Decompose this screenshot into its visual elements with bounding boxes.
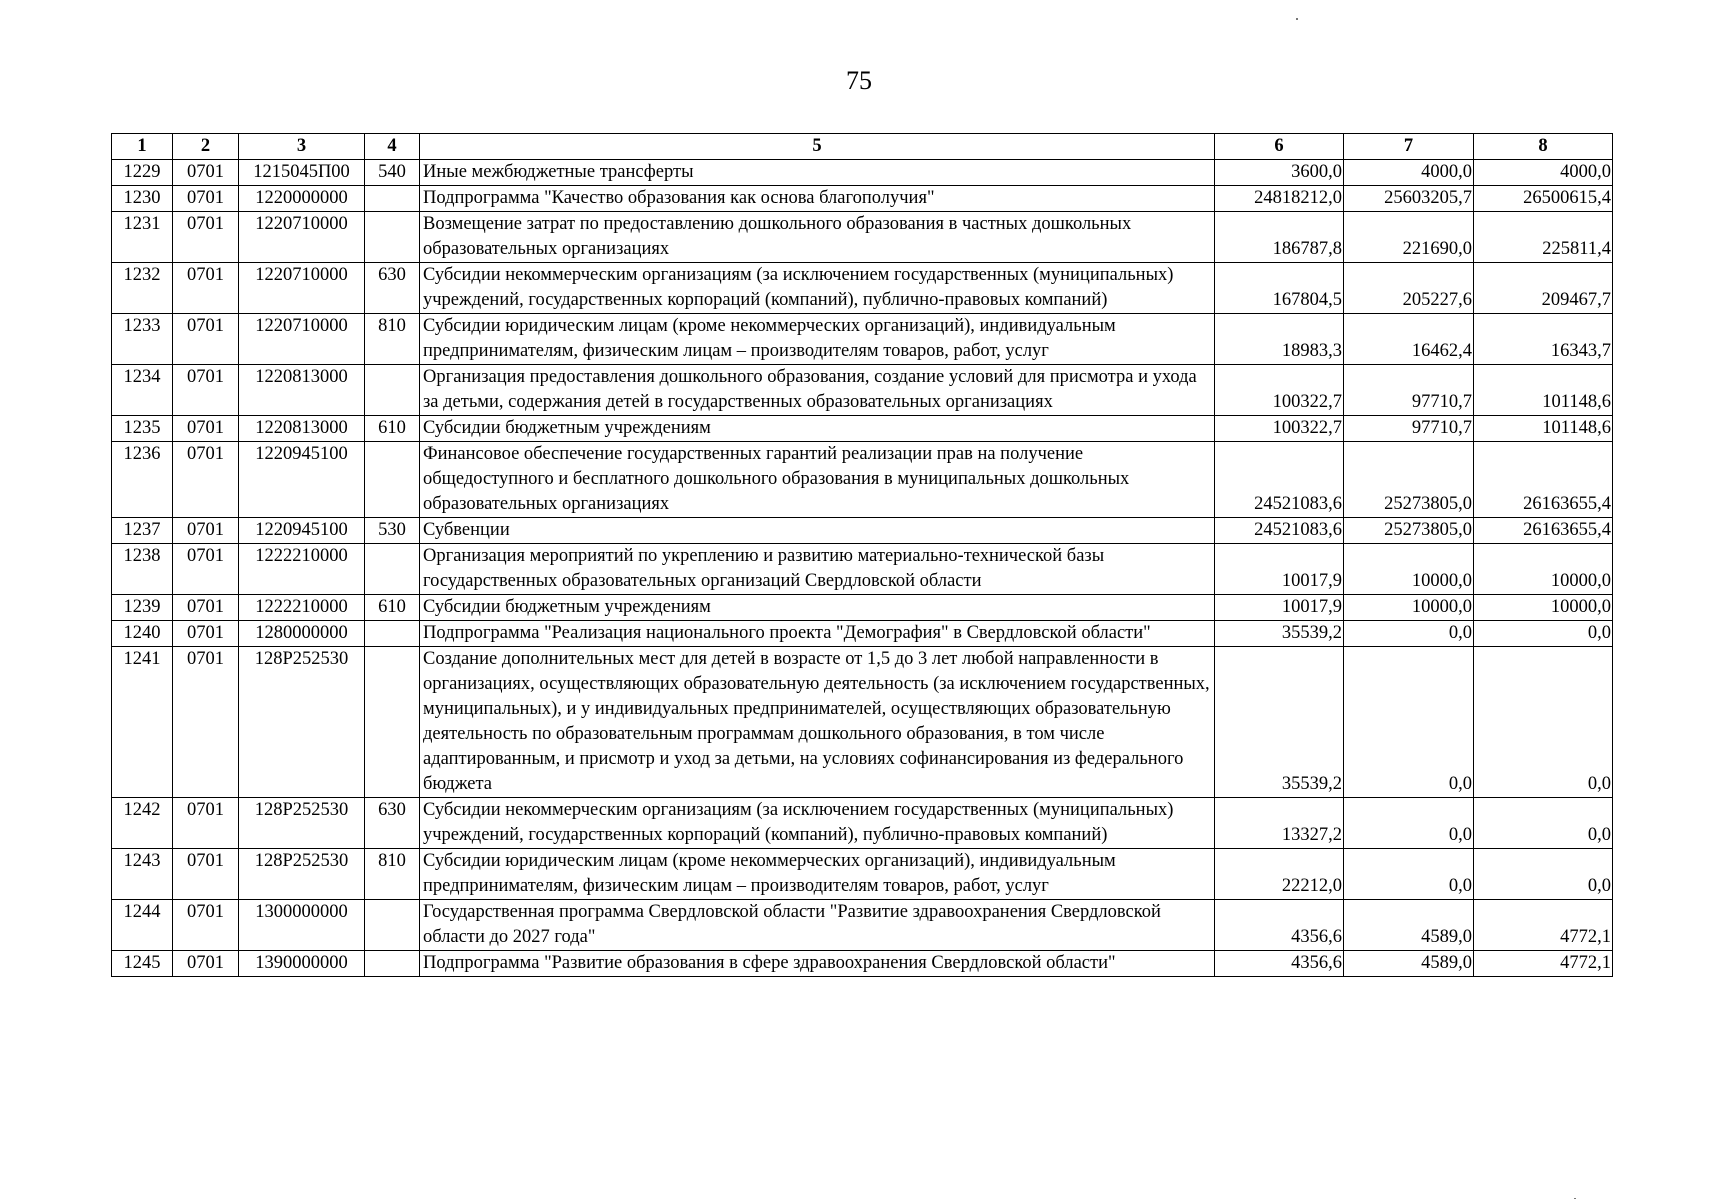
item-name-cell: Возмещение затрат по предоставлению дошкольного образования в частных дошкольных образовательных организациях <box>420 212 1215 263</box>
target-article-cell: 128P252530 <box>239 647 365 798</box>
section-code-cell: 0701 <box>173 314 239 365</box>
expense-type-cell: 610 <box>365 416 420 442</box>
amount-col7-cell: 10000,0 <box>1344 595 1474 621</box>
amount-col6-cell: 3600,0 <box>1215 160 1344 186</box>
row-number-cell: 1245 <box>112 951 173 977</box>
row-number-cell: 1231 <box>112 212 173 263</box>
amount-col7-cell: 16462,4 <box>1344 314 1474 365</box>
row-number-cell: 1235 <box>112 416 173 442</box>
target-article-cell: 1220813000 <box>239 416 365 442</box>
amount-col8-cell: 10000,0 <box>1474 595 1613 621</box>
row-number-cell: 1243 <box>112 849 173 900</box>
target-article-cell: 128P252530 <box>239 798 365 849</box>
table-row <box>112 544 1613 595</box>
amount-col8-cell: 0,0 <box>1474 849 1613 900</box>
row-number-cell: 1239 <box>112 595 173 621</box>
row-number-cell: 1230 <box>112 186 173 212</box>
scan-speck <box>1296 18 1298 20</box>
section-code-cell: 0701 <box>173 900 239 951</box>
amount-col8-cell: 26163655,4 <box>1474 518 1613 544</box>
table-row <box>112 647 1613 798</box>
scan-speck <box>1574 1198 1576 1199</box>
section-code-cell: 0701 <box>173 263 239 314</box>
section-code-cell: 0701 <box>173 544 239 595</box>
table-row <box>112 160 1613 186</box>
section-code-cell: 0701 <box>173 160 239 186</box>
expense-type-cell: 630 <box>365 798 420 849</box>
target-article-cell: 1220945100 <box>239 518 365 544</box>
item-name-cell: Организация предоставления дошкольного образования, создание условий для присмотра и ухода за детьми, содержания детей в государственных образовательных организациях <box>420 365 1215 416</box>
amount-col7-cell: 4589,0 <box>1344 951 1474 977</box>
expense-type-cell <box>365 621 420 647</box>
amount-col7-cell: 10000,0 <box>1344 544 1474 595</box>
section-code-cell: 0701 <box>173 416 239 442</box>
table-row <box>112 416 1613 442</box>
item-name-cell: Субсидии некоммерческим организациям (за исключением государственных (муниципальных) учреждений, государственных корпораций (компаний), публично-правовых компаний) <box>420 798 1215 849</box>
table-row <box>112 595 1613 621</box>
column-header: 8 <box>1474 134 1613 160</box>
table-row <box>112 849 1613 900</box>
target-article-cell: 1220710000 <box>239 212 365 263</box>
table-row <box>112 518 1613 544</box>
table-row <box>112 951 1613 977</box>
item-name-cell: Государственная программа Свердловской области "Развитие здравоохранения Свердловской области до 2027 года" <box>420 900 1215 951</box>
amount-col8-cell: 4000,0 <box>1474 160 1613 186</box>
expense-type-cell <box>365 212 420 263</box>
amount-col7-cell: 0,0 <box>1344 647 1474 798</box>
amount-col7-cell: 0,0 <box>1344 621 1474 647</box>
expense-type-cell: 810 <box>365 314 420 365</box>
item-name-cell: Подпрограмма "Развитие образования в сфере здравоохранения Свердловской области" <box>420 951 1215 977</box>
amount-col7-cell: 4000,0 <box>1344 160 1474 186</box>
item-name-cell: Субвенции <box>420 518 1215 544</box>
amount-col7-cell: 25273805,0 <box>1344 518 1474 544</box>
section-code-cell: 0701 <box>173 186 239 212</box>
expense-type-cell: 630 <box>365 263 420 314</box>
table-header-row <box>112 134 1613 160</box>
table-row <box>112 186 1613 212</box>
target-article-cell: 1390000000 <box>239 951 365 977</box>
amount-col7-cell: 25603205,7 <box>1344 186 1474 212</box>
section-code-cell: 0701 <box>173 621 239 647</box>
expense-type-cell <box>365 544 420 595</box>
row-number-cell: 1237 <box>112 518 173 544</box>
page-number: 75 <box>846 66 872 95</box>
amount-col6-cell: 18983,3 <box>1215 314 1344 365</box>
amount-col7-cell: 97710,7 <box>1344 416 1474 442</box>
expense-type-cell: 530 <box>365 518 420 544</box>
section-code-cell: 0701 <box>173 212 239 263</box>
amount-col7-cell: 0,0 <box>1344 849 1474 900</box>
row-number-cell: 1229 <box>112 160 173 186</box>
item-name-cell: Субсидии юридическим лицам (кроме некоммерческих организаций), индивидуальным предпринимателям, физическим лицам – производителям товаров, работ, услуг <box>420 314 1215 365</box>
table-row <box>112 798 1613 849</box>
expense-type-cell <box>365 442 420 518</box>
expense-type-cell <box>365 186 420 212</box>
row-number-cell: 1232 <box>112 263 173 314</box>
item-name-cell: Субсидии некоммерческим организациям (за исключением государственных (муниципальных) учреждений, государственных корпораций (компаний), публично-правовых компаний) <box>420 263 1215 314</box>
row-number-cell: 1244 <box>112 900 173 951</box>
amount-col6-cell: 35539,2 <box>1215 647 1344 798</box>
amount-col6-cell: 22212,0 <box>1215 849 1344 900</box>
item-name-cell: Субсидии юридическим лицам (кроме некоммерческих организаций), индивидуальным предпринимателям, физическим лицам – производителям товаров, работ, услуг <box>420 849 1215 900</box>
table-row <box>112 621 1613 647</box>
row-number-cell: 1236 <box>112 442 173 518</box>
column-header: 1 <box>112 134 173 160</box>
amount-col6-cell: 24818212,0 <box>1215 186 1344 212</box>
amount-col8-cell: 4772,1 <box>1474 900 1613 951</box>
amount-col8-cell: 0,0 <box>1474 798 1613 849</box>
item-name-cell: Финансовое обеспечение государственных гарантий реализации прав на получение общедоступного и бесплатного дошкольного образования в муниципальных дошкольных образовательных организациях <box>420 442 1215 518</box>
row-number-cell: 1241 <box>112 647 173 798</box>
amount-col8-cell: 225811,4 <box>1474 212 1613 263</box>
amount-col6-cell: 167804,5 <box>1215 263 1344 314</box>
row-number-cell: 1234 <box>112 365 173 416</box>
amount-col8-cell: 209467,7 <box>1474 263 1613 314</box>
amount-col8-cell: 0,0 <box>1474 621 1613 647</box>
target-article-cell: 1300000000 <box>239 900 365 951</box>
table-row <box>112 314 1613 365</box>
row-number-cell: 1240 <box>112 621 173 647</box>
amount-col7-cell: 4589,0 <box>1344 900 1474 951</box>
section-code-cell: 0701 <box>173 849 239 900</box>
target-article-cell: 1222210000 <box>239 544 365 595</box>
amount-col8-cell: 10000,0 <box>1474 544 1613 595</box>
section-code-cell: 0701 <box>173 595 239 621</box>
amount-col8-cell: 4772,1 <box>1474 951 1613 977</box>
item-name-cell: Создание дополнительных мест для детей в возрасте от 1,5 до 3 лет любой направленности в организациях, осуществляющих образовательную деятельность (за исключением государственных, муниципальных), и у индивидуальных предпринимателей, осуществляющих образовательную деятельность по образовательным программам дошкольного образования, в том числе адаптированным, и присмотр и уход за детьми, на условиях софинансирования из федерального бюджета <box>420 647 1215 798</box>
item-name-cell: Субсидии бюджетным учреждениям <box>420 595 1215 621</box>
column-header: 7 <box>1344 134 1474 160</box>
expense-type-cell: 610 <box>365 595 420 621</box>
expense-type-cell <box>365 900 420 951</box>
table-row <box>112 263 1613 314</box>
amount-col6-cell: 4356,6 <box>1215 900 1344 951</box>
amount-col6-cell: 100322,7 <box>1215 365 1344 416</box>
section-code-cell: 0701 <box>173 647 239 798</box>
target-article-cell: 1222210000 <box>239 595 365 621</box>
expense-type-cell <box>365 647 420 798</box>
table-row <box>112 442 1613 518</box>
table-row <box>112 212 1613 263</box>
target-article-cell: 1220945100 <box>239 442 365 518</box>
item-name-cell: Подпрограмма "Реализация национального проекта "Демография" в Свердловской области" <box>420 621 1215 647</box>
table-row <box>112 900 1613 951</box>
column-header: 4 <box>365 134 420 160</box>
amount-col8-cell: 101148,6 <box>1474 416 1613 442</box>
target-article-cell: 1215045П00 <box>239 160 365 186</box>
column-header: 5 <box>420 134 1215 160</box>
amount-col7-cell: 0,0 <box>1344 798 1474 849</box>
amount-col8-cell: 16343,7 <box>1474 314 1613 365</box>
amount-col6-cell: 24521083,6 <box>1215 518 1344 544</box>
amount-col8-cell: 101148,6 <box>1474 365 1613 416</box>
amount-col7-cell: 25273805,0 <box>1344 442 1474 518</box>
amount-col6-cell: 10017,9 <box>1215 544 1344 595</box>
target-article-cell: 128P252530 <box>239 849 365 900</box>
target-article-cell: 1220710000 <box>239 314 365 365</box>
amount-col6-cell: 10017,9 <box>1215 595 1344 621</box>
amount-col6-cell: 35539,2 <box>1215 621 1344 647</box>
amount-col7-cell: 205227,6 <box>1344 263 1474 314</box>
row-number-cell: 1238 <box>112 544 173 595</box>
column-header: 6 <box>1215 134 1344 160</box>
section-code-cell: 0701 <box>173 951 239 977</box>
expense-type-cell: 540 <box>365 160 420 186</box>
amount-col6-cell: 186787,8 <box>1215 212 1344 263</box>
item-name-cell: Субсидии бюджетным учреждениям <box>420 416 1215 442</box>
column-header: 3 <box>239 134 365 160</box>
amount-col6-cell: 13327,2 <box>1215 798 1344 849</box>
target-article-cell: 1220000000 <box>239 186 365 212</box>
item-name-cell: Организация мероприятий по укреплению и развитию материально-технической базы государственных образовательных организаций Свердловской области <box>420 544 1215 595</box>
amount-col6-cell: 24521083,6 <box>1215 442 1344 518</box>
amount-col8-cell: 0,0 <box>1474 647 1613 798</box>
expense-type-cell <box>365 365 420 416</box>
amount-col8-cell: 26500615,4 <box>1474 186 1613 212</box>
section-code-cell: 0701 <box>173 365 239 416</box>
target-article-cell: 1220813000 <box>239 365 365 416</box>
section-code-cell: 0701 <box>173 442 239 518</box>
budget-table <box>111 133 1613 977</box>
amount-col6-cell: 4356,6 <box>1215 951 1344 977</box>
row-number-cell: 1233 <box>112 314 173 365</box>
column-header: 2 <box>173 134 239 160</box>
amount-col7-cell: 221690,0 <box>1344 212 1474 263</box>
amount-col6-cell: 100322,7 <box>1215 416 1344 442</box>
item-name-cell: Подпрограмма "Качество образования как основа благополучия" <box>420 186 1215 212</box>
section-code-cell: 0701 <box>173 518 239 544</box>
expense-type-cell <box>365 951 420 977</box>
expense-type-cell: 810 <box>365 849 420 900</box>
target-article-cell: 1280000000 <box>239 621 365 647</box>
amount-col8-cell: 26163655,4 <box>1474 442 1613 518</box>
row-number-cell: 1242 <box>112 798 173 849</box>
section-code-cell: 0701 <box>173 798 239 849</box>
item-name-cell: Иные межбюджетные трансферты <box>420 160 1215 186</box>
table-body <box>112 160 1613 977</box>
amount-col7-cell: 97710,7 <box>1344 365 1474 416</box>
target-article-cell: 1220710000 <box>239 263 365 314</box>
table-row <box>112 365 1613 416</box>
